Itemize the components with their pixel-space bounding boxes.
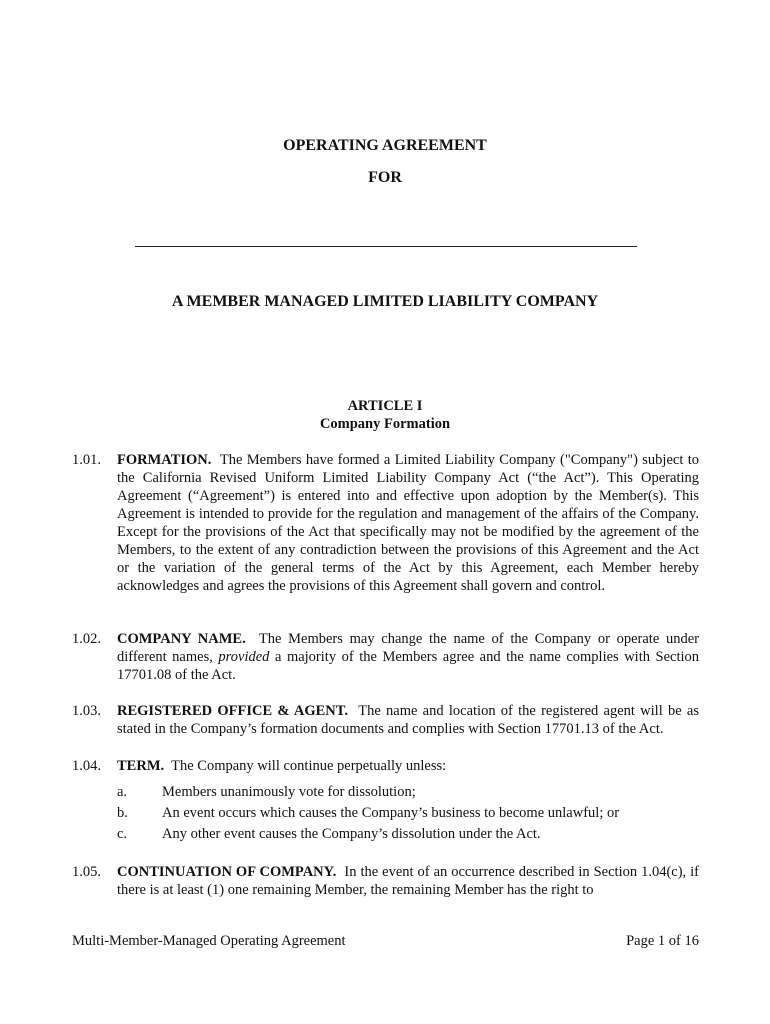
document-title: OPERATING AGREEMENT — [283, 137, 487, 154]
section-text: The Members have formed a Limited Liability Company ("Company") subject to the California Revised Uniform Limited Liability Company Act (“the Act”). This Operating Agreement (“Agreement”) is entered into and effective upon adoption by the Member(s). This Agreement is intended to provide for the regulation and management of the affairs of the Company. Except for the provisions of the Act that specifically may not be modified by the agreement of the Members, to the extent of any contradiction between the provisions of this Agreement and the Act or the variation of the general terms of the Act by this Agreement, each Member hereby acknowledges and agrees the provisions of this Agreement shall govern and control. — [117, 452, 699, 594]
section-text: The Members may change the name of the Company or operate under different names, — [117, 631, 699, 665]
section-number: 1.04. — [72, 758, 101, 774]
list-item-text: An event occurs which causes the Company’s business to become unlawful; or — [162, 805, 620, 821]
section-text: The name and location of the registered agent will be as stated in the Company’s formation documents and complies with Section 17701.13 of the Act. — [117, 703, 699, 737]
article-number: ARTICLE I — [347, 398, 423, 414]
section-body — [117, 451, 699, 595]
list-item — [117, 803, 699, 824]
list-item-letter: b. — [117, 805, 128, 821]
section-1-02 — [72, 630, 699, 684]
document-title-for: FOR — [368, 169, 402, 186]
section-number: 1.03. — [72, 703, 101, 719]
section-body — [117, 757, 699, 775]
section-number: 1.02. — [72, 631, 101, 647]
section-body — [117, 630, 699, 684]
section-heading: TERM. — [117, 758, 165, 774]
section-heading: COMPANY NAME. — [117, 631, 246, 647]
document-subtitle: A MEMBER MANAGED LIMITED LIABILITY COMPANY — [171, 293, 599, 310]
section-number: 1.05. — [72, 864, 101, 880]
company-name-blank-line — [135, 246, 637, 247]
list-item — [117, 824, 699, 845]
section-heading: FORMATION. — [117, 452, 212, 468]
list-item-letter: c. — [117, 826, 128, 842]
section-heading: REGISTERED OFFICE & AGENT. — [117, 703, 348, 719]
list-item-letter: a. — [117, 784, 128, 800]
list-item — [117, 782, 699, 803]
section-text-continued: a majority of the Members agree and the name complies with Section 17701.08 of the Act. — [117, 649, 700, 683]
section-text: In the event of an occurrence described in Section 1.04(c), if there is at least (1) one remaining Member, the remaining Member has the right to — [117, 864, 700, 898]
footer-document-name: Multi-Member-Managed Operating Agreement — [72, 933, 346, 949]
footer-page-number: Page 1 of 16 — [626, 933, 699, 949]
section-body — [117, 863, 699, 899]
section-1-04 — [72, 757, 699, 775]
section-1-03 — [72, 702, 699, 738]
section-body — [117, 702, 699, 738]
term-conditions-list — [117, 782, 699, 845]
section-text: The Company will continue perpetually unless: — [171, 758, 447, 774]
list-item-text: Members unanimously vote for dissolution; — [162, 784, 416, 800]
section-1-05 — [72, 863, 699, 899]
article-title: Company Formation — [319, 416, 451, 432]
section-heading: CONTINUATION OF COMPANY. — [117, 864, 337, 880]
section-1-01 — [72, 451, 699, 595]
section-number: 1.01. — [72, 452, 101, 468]
section-text-italic: provided — [218, 649, 270, 665]
list-item-text: Any other event causes the Company’s dissolution under the Act. — [162, 826, 541, 842]
